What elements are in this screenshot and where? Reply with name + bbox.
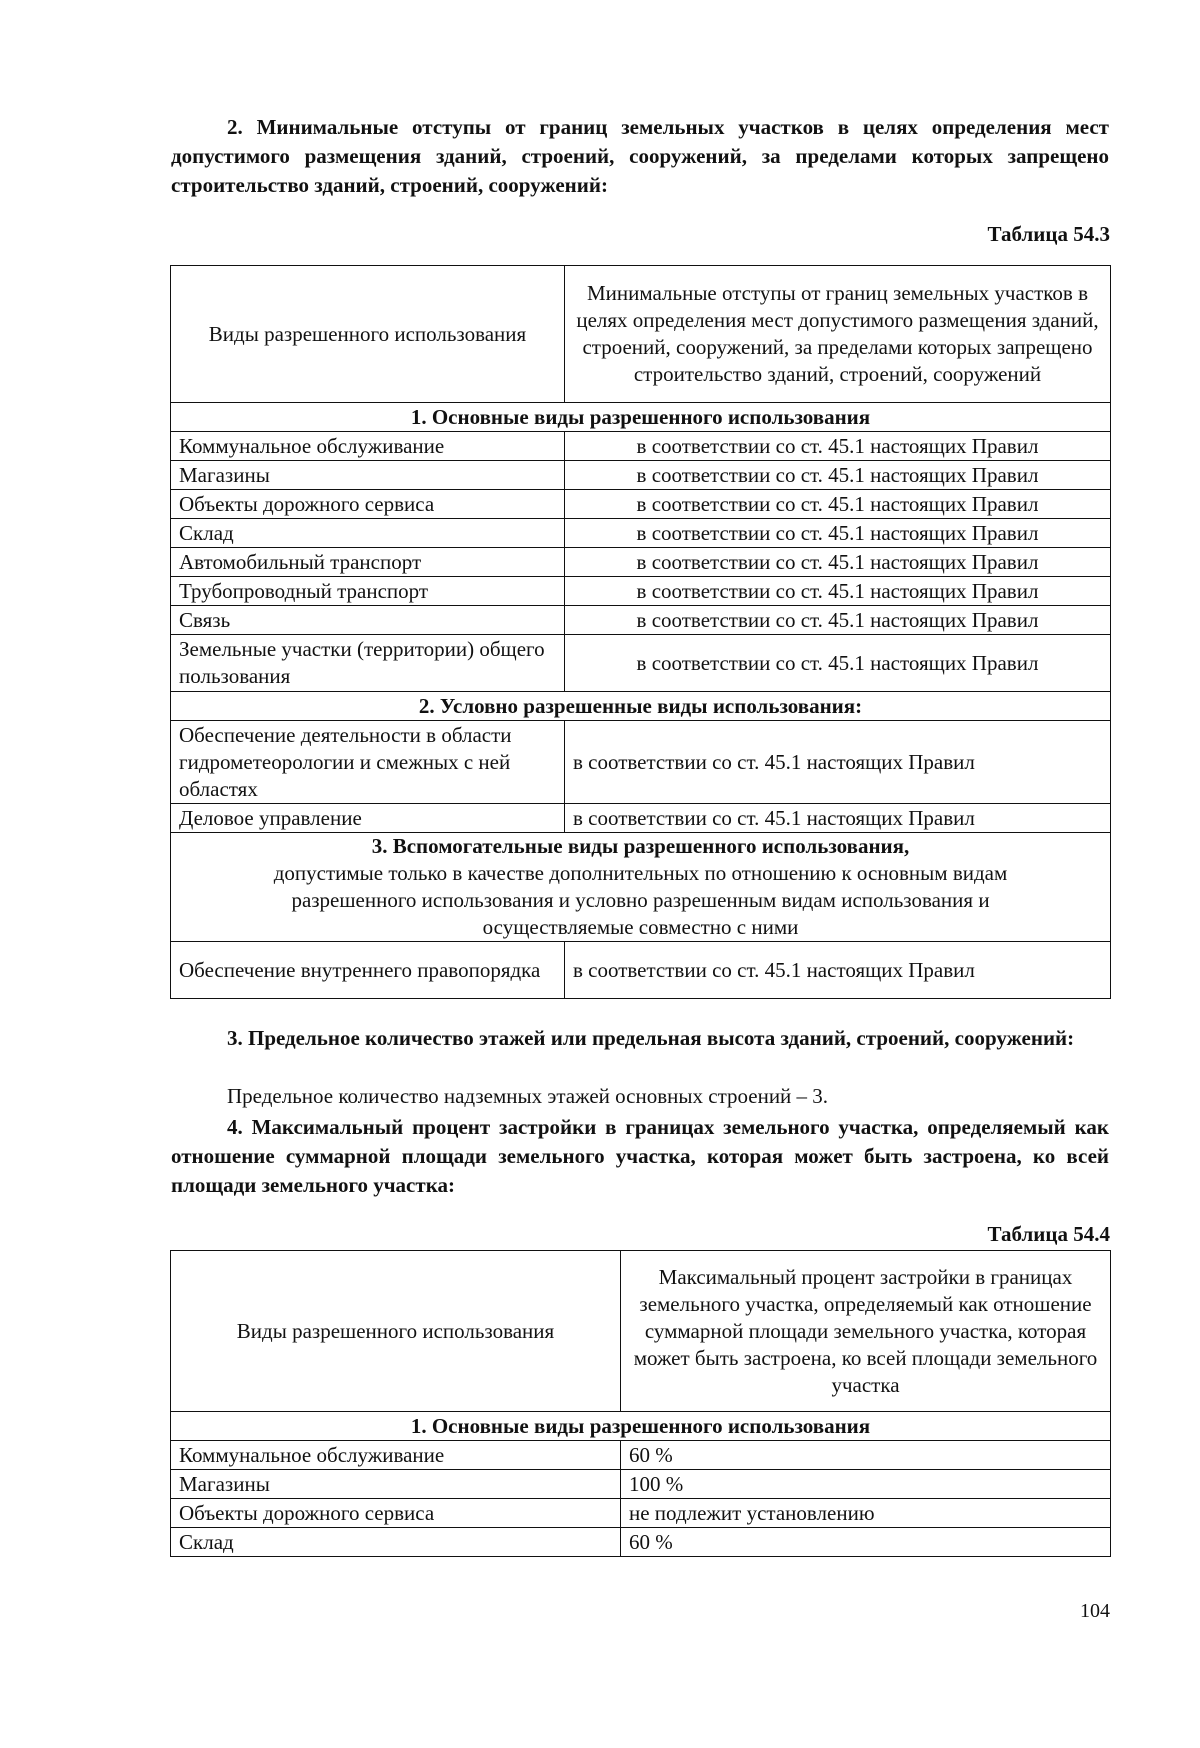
page-number: 104: [1080, 1600, 1110, 1622]
section-row: [171, 833, 1111, 942]
value-cell: 60 %: [621, 1528, 1111, 1557]
use-cell: Обеспечение деятельности в области гидрометеорологии и смежных с ней областях: [171, 721, 565, 804]
section-row: [171, 403, 1111, 432]
table-row: [171, 721, 1111, 804]
use-cell: Объекты дорожного сервиса: [171, 490, 565, 519]
table-header-row: [171, 266, 1111, 403]
table-row: [171, 1441, 1111, 1470]
section-row: [171, 692, 1111, 721]
section-row: [171, 1412, 1111, 1441]
use-cell: Коммунальное обслуживание: [171, 432, 565, 461]
use-cell: Автомобильный транспорт: [171, 548, 565, 577]
table-row: [171, 577, 1111, 606]
group-title: [171, 833, 1111, 942]
value-cell: в соответствии со ст. 45.1 настоящих Правил: [565, 548, 1111, 577]
table-row: [171, 635, 1111, 692]
table-row: [171, 1470, 1111, 1499]
value-cell: в соответствии со ст. 45.1 настоящих Правил: [565, 490, 1111, 519]
value-cell: в соответствии со ст. 45.1 настоящих Правил: [565, 432, 1111, 461]
table-row: [171, 606, 1111, 635]
column-header-use: Виды разрешенного использования: [171, 1251, 621, 1412]
table-row: [171, 1499, 1111, 1528]
use-cell: Земельные участки (территории) общего пользования: [171, 635, 565, 692]
table-row: [171, 548, 1111, 577]
section-3-text: Предельное количество надземных этажей основных строений – 3.: [227, 1084, 829, 1108]
value-cell: не подлежит установлению: [621, 1499, 1111, 1528]
use-cell: Склад: [171, 1528, 621, 1557]
value-cell: в соответствии со ст. 45.1 настоящих Правил: [565, 519, 1111, 548]
use-cell: Связь: [171, 606, 565, 635]
value-cell: 100 %: [621, 1470, 1111, 1499]
use-cell: Склад: [171, 519, 565, 548]
table-row: [171, 804, 1111, 833]
use-cell: Магазины: [171, 1470, 621, 1499]
table-row: [171, 1528, 1111, 1557]
section-2-heading: 2. Минимальные отступы от границ земельных участков в целях определения мест допустимого размещения зданий, строений, сооружений, за пределами которых запрещено строительство зданий, строений, сооружений:: [171, 115, 1109, 197]
use-cell: Магазины: [171, 461, 565, 490]
value-cell: в соответствии со ст. 45.1 настоящих Правил: [565, 721, 1111, 804]
value-cell: в соответствии со ст. 45.1 настоящих Правил: [565, 635, 1111, 692]
group-title: 1. Основные виды разрешенного использования: [171, 1412, 1111, 1441]
value-cell: в соответствии со ст. 45.1 настоящих Правил: [565, 942, 1111, 999]
value-cell: 60 %: [621, 1441, 1111, 1470]
table-row: [171, 432, 1111, 461]
table-54-4: [170, 1250, 1111, 1557]
value-cell: в соответствии со ст. 45.1 настоящих Правил: [565, 577, 1111, 606]
group-subtitle: допустимые только в качестве дополнительных по отношению к основным видам разрешенного использования и условно разрешенным видам использования и осуществляемые совместно с ними: [273, 861, 1008, 939]
use-cell: Обеспечение внутреннего правопорядка: [171, 942, 565, 999]
table-row: [171, 461, 1111, 490]
use-cell: Коммунальное обслуживание: [171, 1441, 621, 1470]
table-54-4-label: Таблица 54.4: [987, 1222, 1110, 1246]
group-title: 2. Условно разрешенные виды использования:: [171, 692, 1111, 721]
column-header-use: Виды разрешенного использования: [171, 266, 565, 403]
value-cell: в соответствии со ст. 45.1 настоящих Правил: [565, 804, 1111, 833]
use-cell: Деловое управление: [171, 804, 565, 833]
table-54-3-label: Таблица 54.3: [987, 222, 1110, 246]
value-cell: в соответствии со ст. 45.1 настоящих Правил: [565, 606, 1111, 635]
value-cell: в соответствии со ст. 45.1 настоящих Правил: [565, 461, 1111, 490]
group-title: 1. Основные виды разрешенного использования: [171, 403, 1111, 432]
table-row: [171, 490, 1111, 519]
section-3-heading: 3. Предельное количество этажей или предельная высота зданий, строений, сооружений:: [227, 1026, 1075, 1050]
group-title-text: 3. Вспомогательные виды разрешенного использования,: [371, 834, 910, 858]
table-row: [171, 942, 1111, 999]
section-4-heading: 4. Максимальный процент застройки в границах земельного участка, определяемый как отношение суммарной площади земельного участка, которая может быть застроена, ко всей площади земельного участка:: [171, 1115, 1109, 1197]
table-54-3: [170, 265, 1111, 999]
column-header-build-percent: Максимальный процент застройки в границах земельного участка, определяемый как отношение суммарной площади земельного участка, которая может быть застроена, ко всей площади земельного участка: [621, 1251, 1111, 1412]
table-row: [171, 519, 1111, 548]
column-header-setback: Минимальные отступы от границ земельных участков в целях определения мест допустимого размещения зданий, строений, сооружений, за пределами которых запрещено строительство зданий, строений, сооружений: [565, 266, 1111, 403]
table-header-row: [171, 1251, 1111, 1412]
use-cell: Трубопроводный транспорт: [171, 577, 565, 606]
use-cell: Объекты дорожного сервиса: [171, 1499, 621, 1528]
